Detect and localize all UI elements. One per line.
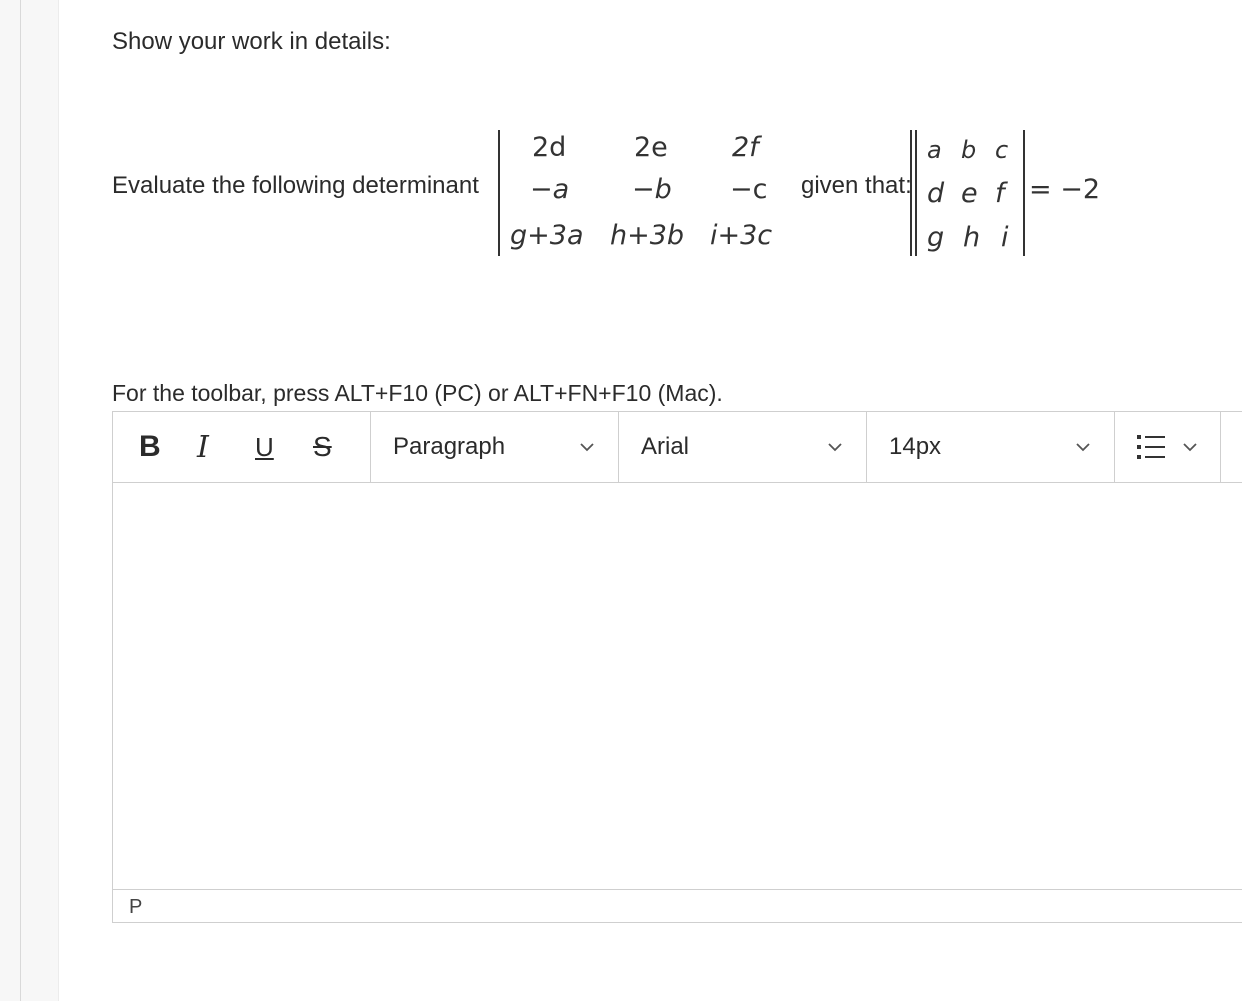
font-size-select-value: 14px: [889, 433, 942, 460]
chevron-down-icon: [1074, 438, 1092, 456]
determinant-given: [915, 130, 1025, 256]
det2-r1c3: c: [995, 136, 1009, 164]
det2-r3c2: h: [963, 222, 981, 253]
chevron-down-icon: [1181, 438, 1199, 456]
given-label: given that:: [801, 172, 912, 199]
strikethrough-button[interactable]: S: [313, 431, 332, 462]
underline-icon: U: [255, 431, 274, 462]
det2-r2c3: f: [995, 178, 1005, 209]
font-size-select[interactable]: [867, 412, 1115, 482]
det1-r2c1: −a: [530, 174, 570, 205]
gutter-edge: [20, 0, 21, 1001]
det2-r3c3: i: [1001, 222, 1009, 253]
editor-statusbar: [113, 889, 1242, 922]
det1-r2c3: −c: [730, 174, 768, 205]
paragraph-select-value: Paragraph: [393, 433, 506, 460]
format-button-group: [113, 412, 371, 482]
left-gutter: [0, 0, 59, 1001]
font-family-select[interactable]: [619, 412, 867, 482]
det2-r2c2: e: [961, 178, 978, 209]
list-button[interactable]: [1115, 412, 1221, 482]
bullet-list-icon: [1137, 433, 1167, 461]
bold-button[interactable]: B: [139, 430, 161, 463]
det1-r3c3: i+3c: [710, 220, 773, 251]
det1-r1c1: 2d: [532, 132, 567, 163]
det1-r2c2: −b: [632, 174, 672, 205]
det1-r1c3: 2f: [732, 132, 759, 163]
problem-label: Evaluate the following determinant: [112, 172, 479, 199]
det1-r1c2: 2e: [634, 132, 668, 163]
element-path[interactable]: P: [129, 896, 143, 918]
chevron-down-icon: [578, 438, 596, 456]
det2-r1c2: b: [961, 136, 977, 164]
paragraph-select[interactable]: [371, 412, 619, 482]
det2-r3c1: g: [927, 222, 945, 253]
editor-content-area[interactable]: [113, 483, 1242, 891]
toolbar-hint: For the toolbar, press ALT+F10 (PC) or ALT+FN+F10 (Mac).: [112, 380, 723, 406]
det2-r1c1: a: [927, 136, 942, 164]
chevron-down-icon: [826, 438, 844, 456]
rich-text-editor: [112, 411, 1242, 923]
underline-button[interactable]: [255, 432, 313, 463]
det1-r3c1: g+3a: [510, 220, 584, 251]
font-family-select-value: Arial: [641, 433, 690, 460]
italic-button[interactable]: I: [197, 429, 209, 465]
det2-r2c1: d: [927, 178, 945, 209]
det1-r3c2: h+3b: [610, 220, 685, 251]
instruction-text: Show your work in details:: [112, 28, 391, 55]
given-value: = −2: [1029, 174, 1101, 205]
editor-toolbar: [113, 412, 1242, 483]
